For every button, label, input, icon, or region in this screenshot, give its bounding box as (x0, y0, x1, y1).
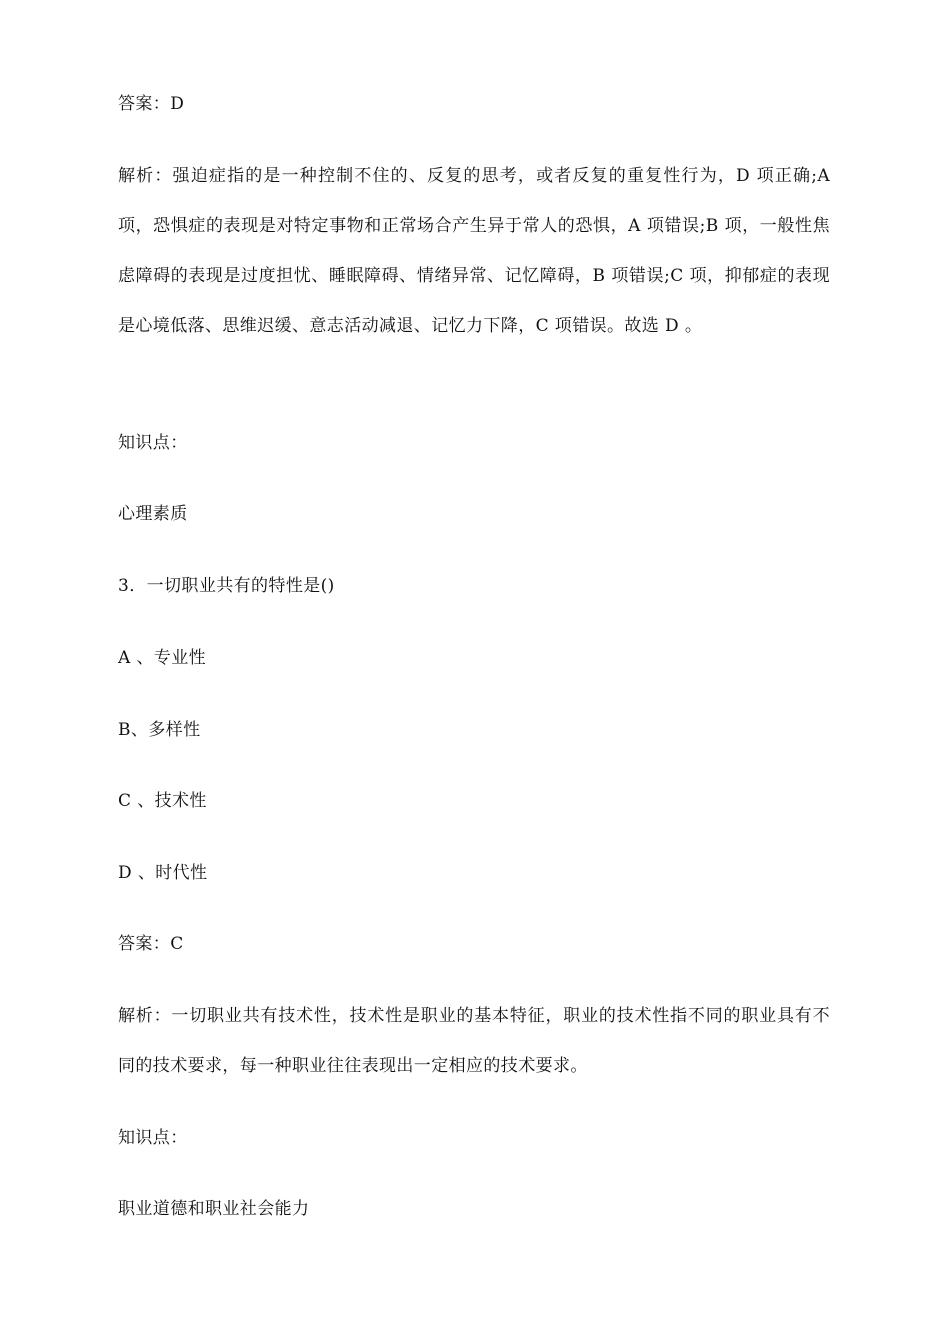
q3-answer: 答案：C (118, 934, 184, 954)
q3-knowledge: 职业道德和职业社会能力 (118, 1199, 310, 1219)
q2-knowledge-label: 知识点： (118, 433, 188, 453)
q3-option-a: A 、专业性 (118, 648, 207, 668)
q3-analysis: 解析：一切职业共有技术性，技术性是职业的基本特征，职业的技术性指不同的职业具有不同的技术要求，每一种职业往往表现出一定相应的技术要求。 (118, 1006, 830, 1076)
q2-knowledge: 心理素质 (118, 504, 188, 524)
q3-option-c: C 、技术性 (118, 791, 207, 811)
q3-option-d: D 、时代性 (118, 863, 208, 883)
q3-knowledge-label: 知识点： (118, 1128, 188, 1148)
q3-option-b: B、多样性 (118, 720, 201, 740)
q2-answer: 答案：D (118, 94, 185, 114)
q2-analysis: 解析：强迫症指的是一种控制不住的、反复的思考，或者反复的重复性行为，D 项正确;A 项，恐惧症的表现是对特定事物和正常场合产生异于常人的恐惧，A 项错误;B 项，一般性焦虑障碍的表现是过度担忧、睡眠障碍、情绪异常、记忆障碍，B 项错误;C 项，抑郁症的表现是心境低落、思维迟缓、意志活动减退、记忆力下降，C 项错误。故选 D 。 (118, 166, 830, 336)
q3-question: 3．一切职业共有的特性是() (118, 576, 335, 596)
